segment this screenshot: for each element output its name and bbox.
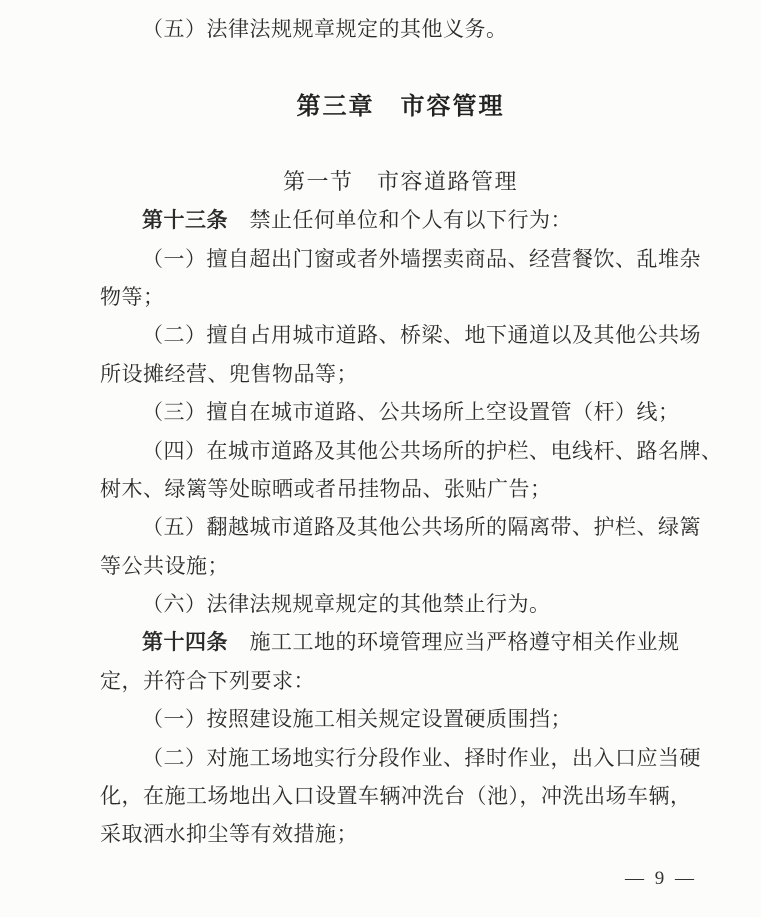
- text-segment: （五）翻越城市道路及其他公共场所的隔离带、护栏、绿篱: [142, 515, 701, 540]
- document-line: [100, 470, 701, 508]
- document-content: [100, 10, 723, 890]
- text-segment: （五）法律法规规章规定的其他义务。: [142, 17, 508, 41]
- text-segment: （六）法律法规规章规定的其他禁止行为。: [142, 592, 551, 617]
- text-segment: （二）擅自占用城市道路、桥梁、地下通道以及其他公共场: [142, 323, 701, 348]
- chapter-heading: [100, 88, 701, 126]
- document-line: [100, 316, 701, 354]
- document-line: [100, 547, 701, 585]
- text-segment: 化，在施工场地出入口设置车辆冲洗台（池），冲洗出场车辆，: [100, 784, 692, 809]
- text-segment: 定，并符合下列要求：: [100, 668, 315, 693]
- page-number: — 9 —: [625, 867, 697, 889]
- text-segment: 第十四条: [142, 630, 228, 655]
- document-line: [100, 585, 701, 623]
- document-line: [100, 662, 701, 700]
- document-line: [100, 700, 701, 738]
- document-line: [100, 508, 701, 546]
- section-heading: [100, 163, 701, 201]
- text-segment: （一）按照建设施工相关规定设置硬质围挡；: [142, 707, 572, 732]
- document-line: [100, 278, 701, 316]
- text-segment: 禁止任何单位和个人有以下行为：: [228, 208, 572, 233]
- document-line: [100, 10, 701, 48]
- text-segment: （二）对施工场地实行分段作业、择时作业，出入口应当硬: [142, 745, 701, 770]
- text-segment: （三）擅自在城市道路、公共场所上空设置管（杆）线；: [142, 400, 680, 425]
- document-line: [100, 393, 701, 431]
- text-segment: 物等；: [100, 284, 165, 309]
- document-line: [100, 815, 701, 853]
- document-line: [100, 739, 701, 777]
- document-line: [100, 432, 723, 470]
- text-segment: 第三章 市容管理: [296, 93, 505, 121]
- text-segment: （四）在城市道路及其他公共场所的护栏、电线杆、路名牌、: [142, 438, 723, 463]
- document-line: [100, 240, 701, 278]
- document-line: [100, 777, 701, 815]
- text-segment: 第一节 市容道路管理: [282, 168, 518, 194]
- text-segment: 等公共设施；: [100, 553, 229, 578]
- text-segment: 树木、绿篱等处晾晒或者吊挂物品、张贴广告；: [100, 476, 552, 501]
- document-lines: [100, 10, 723, 854]
- text-segment: 所设摊经营、兜售物品等；: [100, 361, 358, 386]
- document-line: [100, 355, 701, 393]
- text-segment: 第十三条: [142, 208, 228, 233]
- text-segment: 施工工地的环境管理应当严格遵守相关作业规: [228, 630, 680, 655]
- text-segment: （一）擅自超出门窗或者外墙摆卖商品、经营餐饮、乱堆杂: [142, 246, 701, 271]
- document-line: [100, 623, 701, 661]
- text-segment: 采取洒水抑尘等有效措施；: [100, 822, 358, 847]
- document-line: [100, 201, 701, 239]
